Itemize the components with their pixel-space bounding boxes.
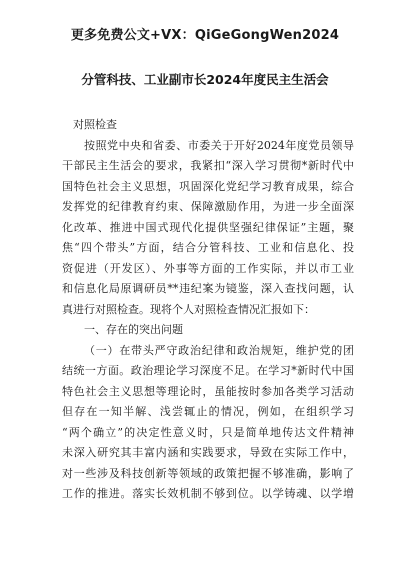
body-line: 未深入研究其丰富内涵和实践要求，导致在实际工作中， <box>62 446 354 459</box>
body-line: 一、存在的突出问题 <box>84 323 183 336</box>
body-line: 结统一方面。政治理论学习深度不足。在学习*新时代中国 <box>62 364 354 377</box>
body-line: 和信息化局原调研员**违纪案为镜鉴，深入查找问题，认 <box>62 282 354 295</box>
body-line: 发挥党的纪律教育约束、保障激励作用，为进一步全面深 <box>62 200 354 213</box>
body-line: “两个确立”的决定性意义时，只是简单地传达文件精神 <box>62 425 354 439</box>
body-line: 资促进（开发区）、外事等方面的工作实际，并以市工业 <box>62 261 354 275</box>
body-line: 国特色社会主义思想，巩固深化党纪学习教育成果，综合 <box>62 179 354 193</box>
body-line: 对一些涉及科技创新等领域的政策把握不够准确，影响了 <box>62 466 354 480</box>
body-line: 工作的推进。落实长效机制不够到位。以学铸魂、以学增 <box>62 487 354 500</box>
body-line: 焦“四个带头”方面，结合分管科技、工业和信息化、投 <box>62 241 354 254</box>
body-line: 真进行对照检查。现将个人对照检查情况汇报如下： <box>62 302 315 316</box>
body-line: 干部民主生活会的要求，我紧扣“深入学习贯彻*新时代中 <box>62 159 354 172</box>
body-line: 按照党中央和省委、市委关于开好2024年度党员领导 <box>84 138 354 152</box>
document-body <box>62 115 354 505</box>
body-line: 但存在一知半解、浅尝辄止的情况，例如，在组织学习 <box>62 405 354 418</box>
body-line: 化改革、推进中国式现代化提供坚强纪律保证”主题，聚 <box>62 220 354 234</box>
body-line: 特色社会主义思想等理论时，虽能按时参加各类学习活动 <box>62 384 354 398</box>
body-line: （一）在带头严守政治纪律和政治规矩，维护党的团 <box>84 343 354 357</box>
body-lines <box>62 136 354 505</box>
watermark-header: 更多免费公文+VX：QiGeGongWen2024 <box>70 28 340 43</box>
document-title: 分管科技、工业副市长2024年度民主生活会 <box>81 72 329 87</box>
section-heading: 对照检查 <box>73 118 117 131</box>
